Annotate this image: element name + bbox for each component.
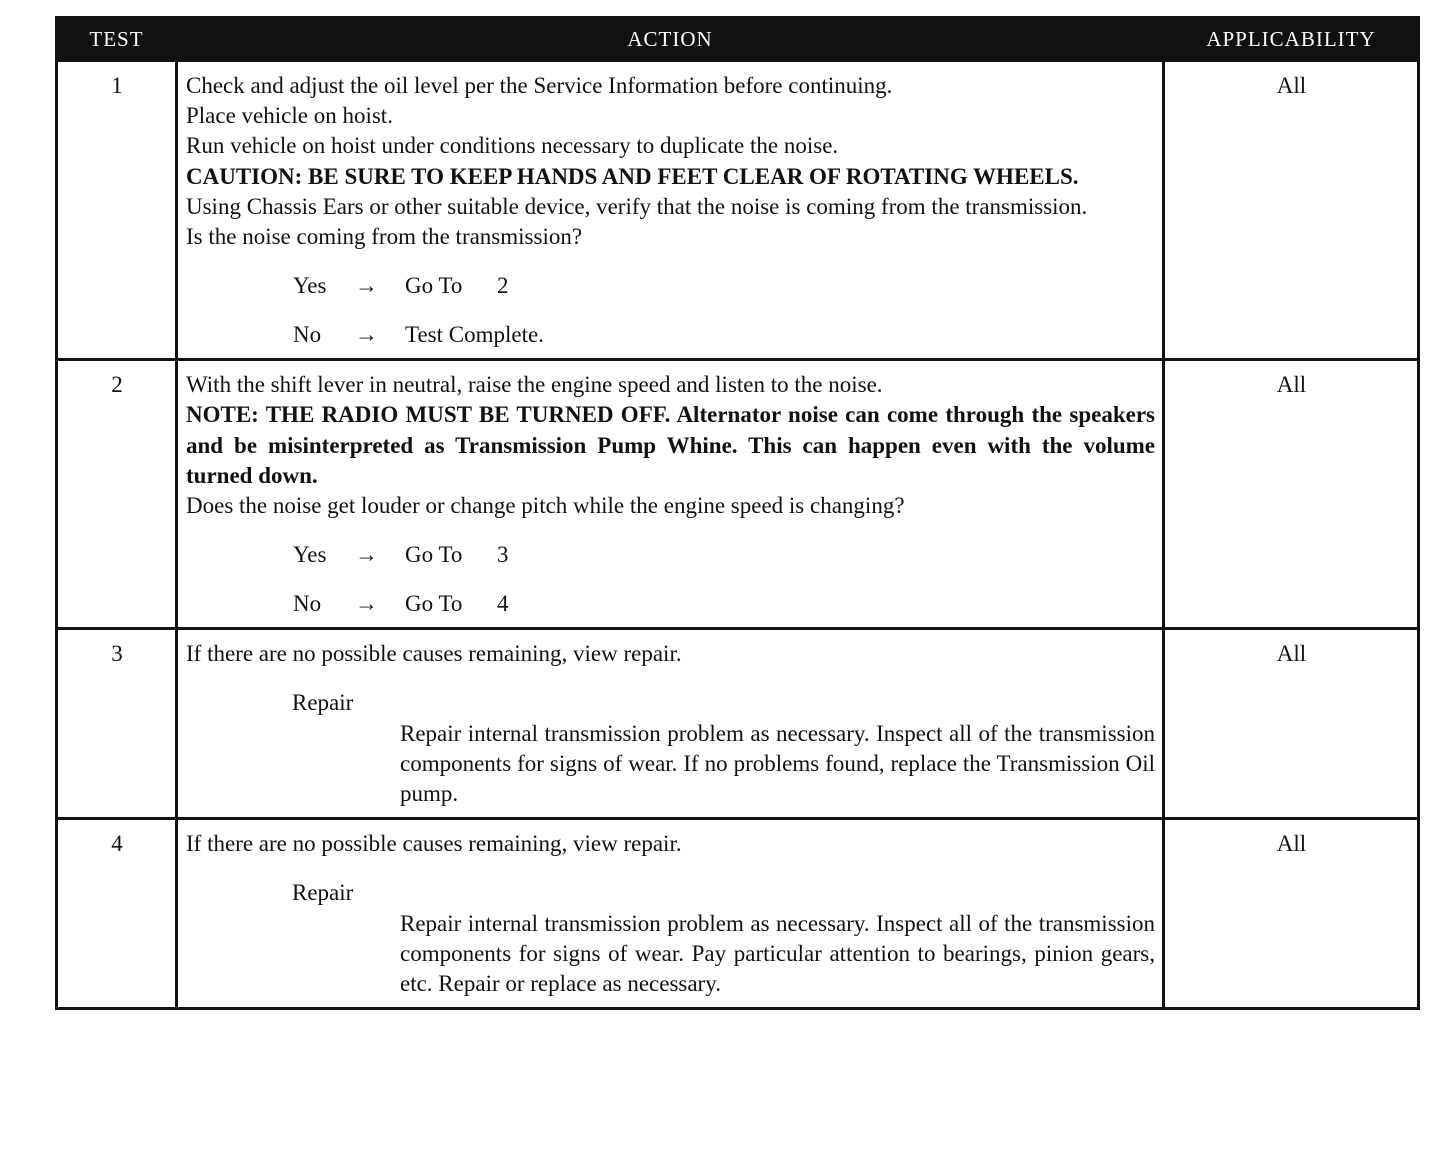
action-line: Run vehicle on hoist under conditions necessary to duplicate the noise. xyxy=(186,133,839,159)
choice-answer: No xyxy=(293,322,322,348)
applicability-value: All xyxy=(1164,61,1419,360)
choice-answer: Yes xyxy=(293,273,327,299)
choice-yes xyxy=(293,252,1155,301)
right-arrow-icon: → xyxy=(355,322,378,348)
choice-answer: No xyxy=(293,591,322,617)
choice-target: 2 xyxy=(497,273,509,299)
applicability-value: All xyxy=(1164,360,1419,629)
choice-answer: Yes xyxy=(293,542,327,568)
diagnostic-test-table xyxy=(55,16,1420,1010)
table-row xyxy=(57,629,1419,819)
action-line: Place vehicle on hoist. xyxy=(186,103,393,129)
header-applicability: APPLICABILITY xyxy=(1164,18,1419,61)
action-cell xyxy=(177,819,1164,1009)
action-line: With the shift lever in neutral, raise the engine speed and listen to the noise. xyxy=(186,372,883,398)
test-number: 3 xyxy=(57,629,177,819)
repair-label: Repair xyxy=(292,690,354,716)
repair-text: Repair internal transmission problem as necessary. Inspect all of the transmission components for signs of wear. If no problems found, replace the Transmission Oil pump. xyxy=(400,720,1155,807)
note-text: NOTE: THE RADIO MUST BE TURNED OFF. Alternator noise can come through the speakers and be misinterpreted as Transmission Pump Whine. This can happen even with the volume turned down. xyxy=(186,402,1155,488)
test-number: 1 xyxy=(57,61,177,360)
header-action: ACTION xyxy=(177,18,1164,61)
choice-no xyxy=(293,301,1155,350)
action-cell xyxy=(177,360,1164,629)
right-arrow-icon: → xyxy=(355,273,378,299)
header-test: TEST xyxy=(57,18,177,61)
choice-no xyxy=(293,570,1155,619)
table-row xyxy=(57,819,1419,1009)
applicability-value: All xyxy=(1164,629,1419,819)
action-line: If there are no possible causes remaining, view repair. xyxy=(186,641,682,667)
choice-result: Go To xyxy=(405,591,463,617)
choice-yes xyxy=(293,521,1155,570)
question-line: Is the noise coming from the transmission? xyxy=(186,224,583,250)
caution-text: CAUTION: BE SURE TO KEEP HANDS AND FEET CLEAR OF ROTATING WHEELS. xyxy=(186,163,1079,189)
test-number: 4 xyxy=(57,819,177,1009)
repair-label: Repair xyxy=(292,880,354,906)
right-arrow-icon: → xyxy=(355,542,378,568)
applicability-value: All xyxy=(1164,819,1419,1009)
table-row xyxy=(57,61,1419,360)
test-number: 2 xyxy=(57,360,177,629)
right-arrow-icon: → xyxy=(355,591,378,617)
choice-target: 3 xyxy=(497,542,509,568)
action-line: Using Chassis Ears or other suitable device, verify that the noise is coming from the transmission. xyxy=(186,193,1088,219)
action-line: If there are no possible causes remaining, view repair. xyxy=(186,831,682,857)
action-line: Check and adjust the oil level per the Service Information before continuing. xyxy=(186,73,893,98)
action-cell xyxy=(177,61,1164,360)
table-header-row xyxy=(57,18,1419,61)
choice-result: Go To xyxy=(405,542,463,568)
choice-result: Go To xyxy=(405,273,463,299)
choice-target: 4 xyxy=(497,591,509,617)
choice-result: Test Complete. xyxy=(405,322,544,348)
action-cell xyxy=(177,629,1164,819)
repair-text: Repair internal transmission problem as necessary. Inspect all of the transmission components for signs of wear. Pay particular attention to bearings, pinion gears, etc. Repair or replace as necessary. xyxy=(400,910,1155,997)
question-line: Does the noise get louder or change pitch while the engine speed is changing? xyxy=(186,493,905,519)
table-row xyxy=(57,360,1419,629)
